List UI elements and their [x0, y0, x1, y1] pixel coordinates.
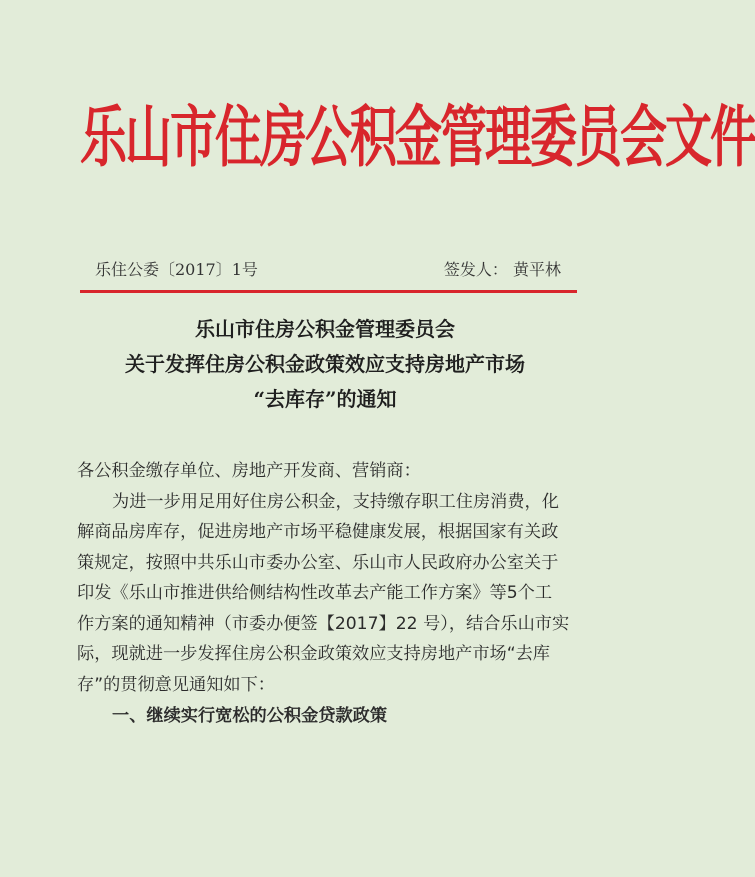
paragraph-line: 存”的贯彻意见通知如下： [77, 674, 275, 695]
paragraph-line: 为进一步用足用好住房公积金，支持缴存职工住房消费，化 [112, 491, 559, 512]
paragraph-line: 际，现就进一步发挥住房公积金政策效应支持房地产市场“去库 [77, 644, 550, 664]
salutation: 各公积金缴存单位、房地产开发商、营销商： [77, 461, 421, 481]
section-heading: 一、继续实行宽松的公积金贷款政策 [112, 706, 388, 726]
masthead-title: 乐山市住房公积金管理委员会文件 [80, 99, 755, 178]
paragraph-line: 印发《乐山市推进供给侧结构性改革去产能工作方案》等5个工 [77, 583, 553, 603]
paragraph-line: 策规定，按照中共乐山市委办公室、乐山市人民政府办公室关于 [77, 552, 559, 573]
document-number: 乐住公委〔2017〕1号 [95, 260, 258, 279]
paragraph-line: 解商品房库存，促进房地产市场平稳健康发展，根据国家有关政 [77, 522, 559, 542]
title-line-2: 关于发挥住房公积金政策效应支持房地产市场 [125, 352, 525, 376]
signer: 签发人： 黄平林 [443, 260, 561, 279]
title-line-3: “去库存”的通知 [253, 387, 397, 411]
title-line-1: 乐山市住房公积金管理委员会 [195, 317, 455, 341]
paragraph-line: 作方案的通知精神（市委办便签【2017】22 号），结合乐山市实 [77, 613, 570, 634]
notice-body [77, 456, 577, 732]
red-divider-line [80, 290, 577, 293]
notice-title [60, 312, 590, 417]
